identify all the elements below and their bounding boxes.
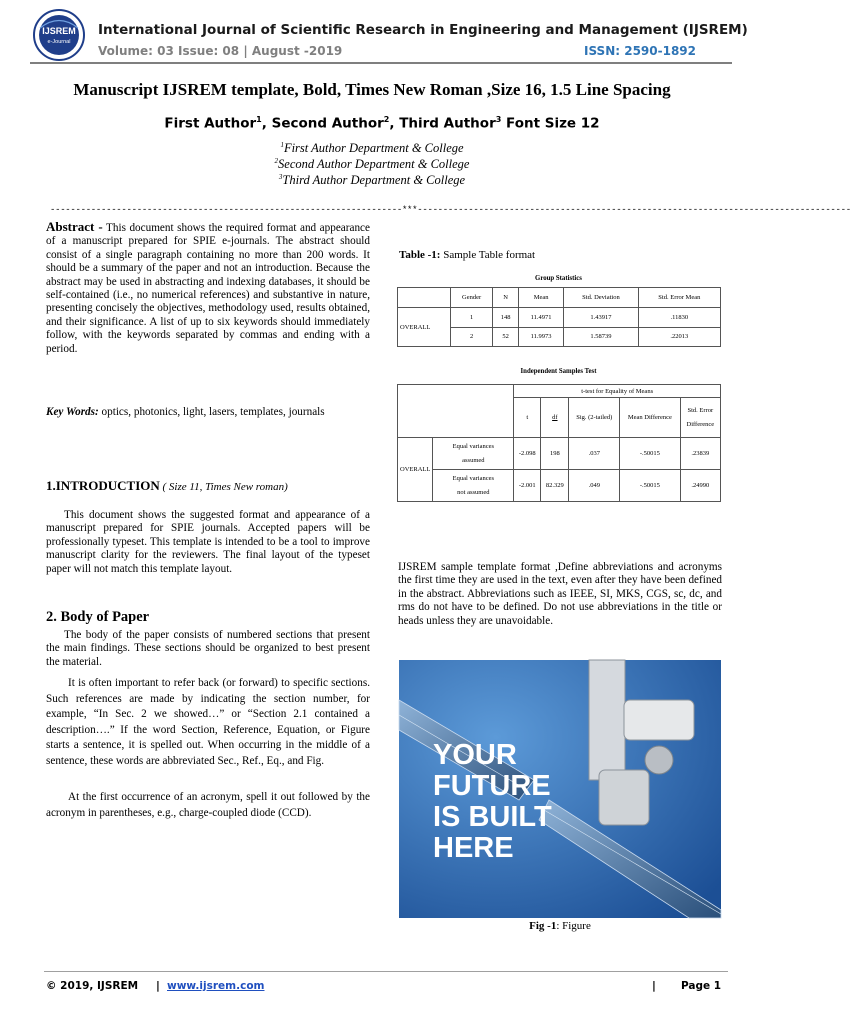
- issn: ISSN: 2590-1892: [583, 44, 696, 58]
- figure-caption: Fig -1: Figure: [529, 920, 591, 932]
- keywords: [46, 406, 370, 419]
- group-stats-table: Gender N Mean Std. Deviation Std. Error Mean OVERALL 1 148 11.4971 1.43917 .11830 2 52 11.9973 1.58739 .22013: [397, 287, 721, 347]
- ind-samples-table: t-test for Equality of Means t df Sig. (2-tailed) Mean Difference Std. Error Difference OVERALL Equal variances assumed -2.098 198 .037 -.50015 .23839 Equal variances not assumed -2.001 82.329 .049 -.50015 .24990: [397, 384, 721, 502]
- table-row: OVERALL Equal variances assumed -2.098 198 .037 -.50015 .23839: [398, 438, 721, 470]
- figure-image: [399, 660, 721, 918]
- abstract-text: This document shows the required format and appearance of a manuscript prepared for SPIE e-journals. The abstract should consist of a single paragraph containing no more than 200 words. It should be a summary of the paper and not an introduction. Because the abstract may be used in abstracting and indexing databases, it should be self-contained (i.e., no numerical references) and substantive in nature, presenting concisely the objectives, methodology used, results obtained, and their significance. A list of up to six keywords should immediately follow, with the keywords separated by commas and ending with a period.: [46, 222, 370, 355]
- journal-logo: [30, 8, 88, 62]
- figure-headline-3: IS BUILT: [433, 801, 552, 833]
- keywords-label: Key Words:: [46, 406, 99, 418]
- footer-copyright: © 2019, IJSREM: [46, 980, 139, 992]
- table-row: OVERALL 1 148 11.4971 1.43917 .11830: [398, 308, 721, 328]
- section-separator: ---------------------------------------------------------------------***-------------------------------------------------------------------------------------: [50, 205, 851, 215]
- table-row: 2 52 11.9973 1.58739 .22013: [398, 327, 721, 347]
- footer-rule: [44, 971, 728, 972]
- figure-headline-1: YOUR: [433, 739, 517, 771]
- body-paragraph-3: At the first occurrence of an acronym, spell it out followed by the acronym in parentheses, e.g., charge-coupled diode (CCD).: [46, 791, 370, 819]
- intro-heading: 1.INTRODUCTION ( Size 11, Times New roman): [46, 478, 288, 493]
- table-row: Equal variances not assumed -2.001 82.329 .049 -.50015 .24990: [398, 470, 721, 502]
- body-heading: 2. Body of Paper: [46, 609, 150, 625]
- table-caption: Table -1: Sample Table format: [399, 249, 536, 261]
- affiliation-1: $^1$First Author Department & College: [280, 141, 464, 156]
- body-paragraph-1: The body of the paper consists of numbered sections that present the main findings. These sections should be organized to best present the material.: [46, 629, 370, 668]
- affiliation-2: $^2$Second Author Department & College: [274, 157, 470, 172]
- abstract-label: Abstract -: [46, 219, 103, 234]
- author-line: First Author$^1$, Second Author$^2$, Third Author$^3$ Font Size 12: [164, 115, 600, 132]
- footer-separator-right: |: [652, 980, 656, 992]
- abbreviations-paragraph: IJSREM sample template format ,Define abbreviations and acronyms the first time they are used in the text, even after they have been defined in the abstract. Abbreviations such as IEEE, SI, MKS, CGS, sc, dc, and rms do not have to be defined. Do not use abbreviations in the title or heads unless they are unavoidable.: [398, 561, 722, 627]
- affiliation-3: $^3$Third Author Department & College: [278, 173, 466, 188]
- figure-headline-2: FUTURE: [433, 770, 551, 802]
- body-paragraph-2: It is often important to refer back (or forward) to specific sections. Such references are made by indicating the section number, for example, “In Sec. 2 we showed…” or “Section 2.1 contained a description….” If the word Section, Reference, Equation, or Figure starts a sentence, it is spelled out. When occurring in the middle of a sentence, these words are abbreviated Sec., Ref., Eq., and Fig.: [46, 677, 370, 767]
- figure-headline-4: HERE: [433, 832, 514, 864]
- volume-issue: Volume: 03 Issue: 08 | August -2019: [98, 44, 343, 58]
- keywords-text: optics, photonics, light, lasers, templates, journals: [98, 406, 325, 418]
- logo-subtext: e-Journal: [47, 39, 71, 45]
- group-stats-title: Group Statistics: [535, 275, 582, 282]
- author-3: Third Author: [399, 115, 496, 132]
- footer-website-link[interactable]: www.ijsrem.com: [167, 980, 265, 992]
- logo-text: IJSREM: [42, 26, 76, 36]
- ind-samples-title: Independent Samples Test: [520, 368, 597, 375]
- footer-separator: |: [156, 980, 160, 992]
- header-rule: [30, 62, 732, 64]
- journal-title: International Journal of Scientific Research in Engineering and Management (IJSREM): [98, 22, 748, 38]
- intro-heading-note: ( Size 11, Times New roman): [159, 481, 288, 493]
- author-2: Second Author: [271, 115, 384, 132]
- author-font-note: Font Size 12: [506, 115, 600, 132]
- author-1: First Author: [164, 115, 257, 132]
- intro-paragraph: This document shows the suggested format and appearance of a manuscript prepared for SPIE journals. Accepted papers will be professionally typeset. This template is intended to be a tool to improve manuscript clarity for the reviewers. The final layout of the typeset paper will not match this template layout.: [46, 509, 370, 575]
- abstract: [46, 220, 370, 356]
- page-number: Page 1: [681, 980, 722, 992]
- paper-title: Manuscript IJSREM template, Bold, Times New Roman ,Size 16, 1.5 Line Spacing: [73, 80, 671, 99]
